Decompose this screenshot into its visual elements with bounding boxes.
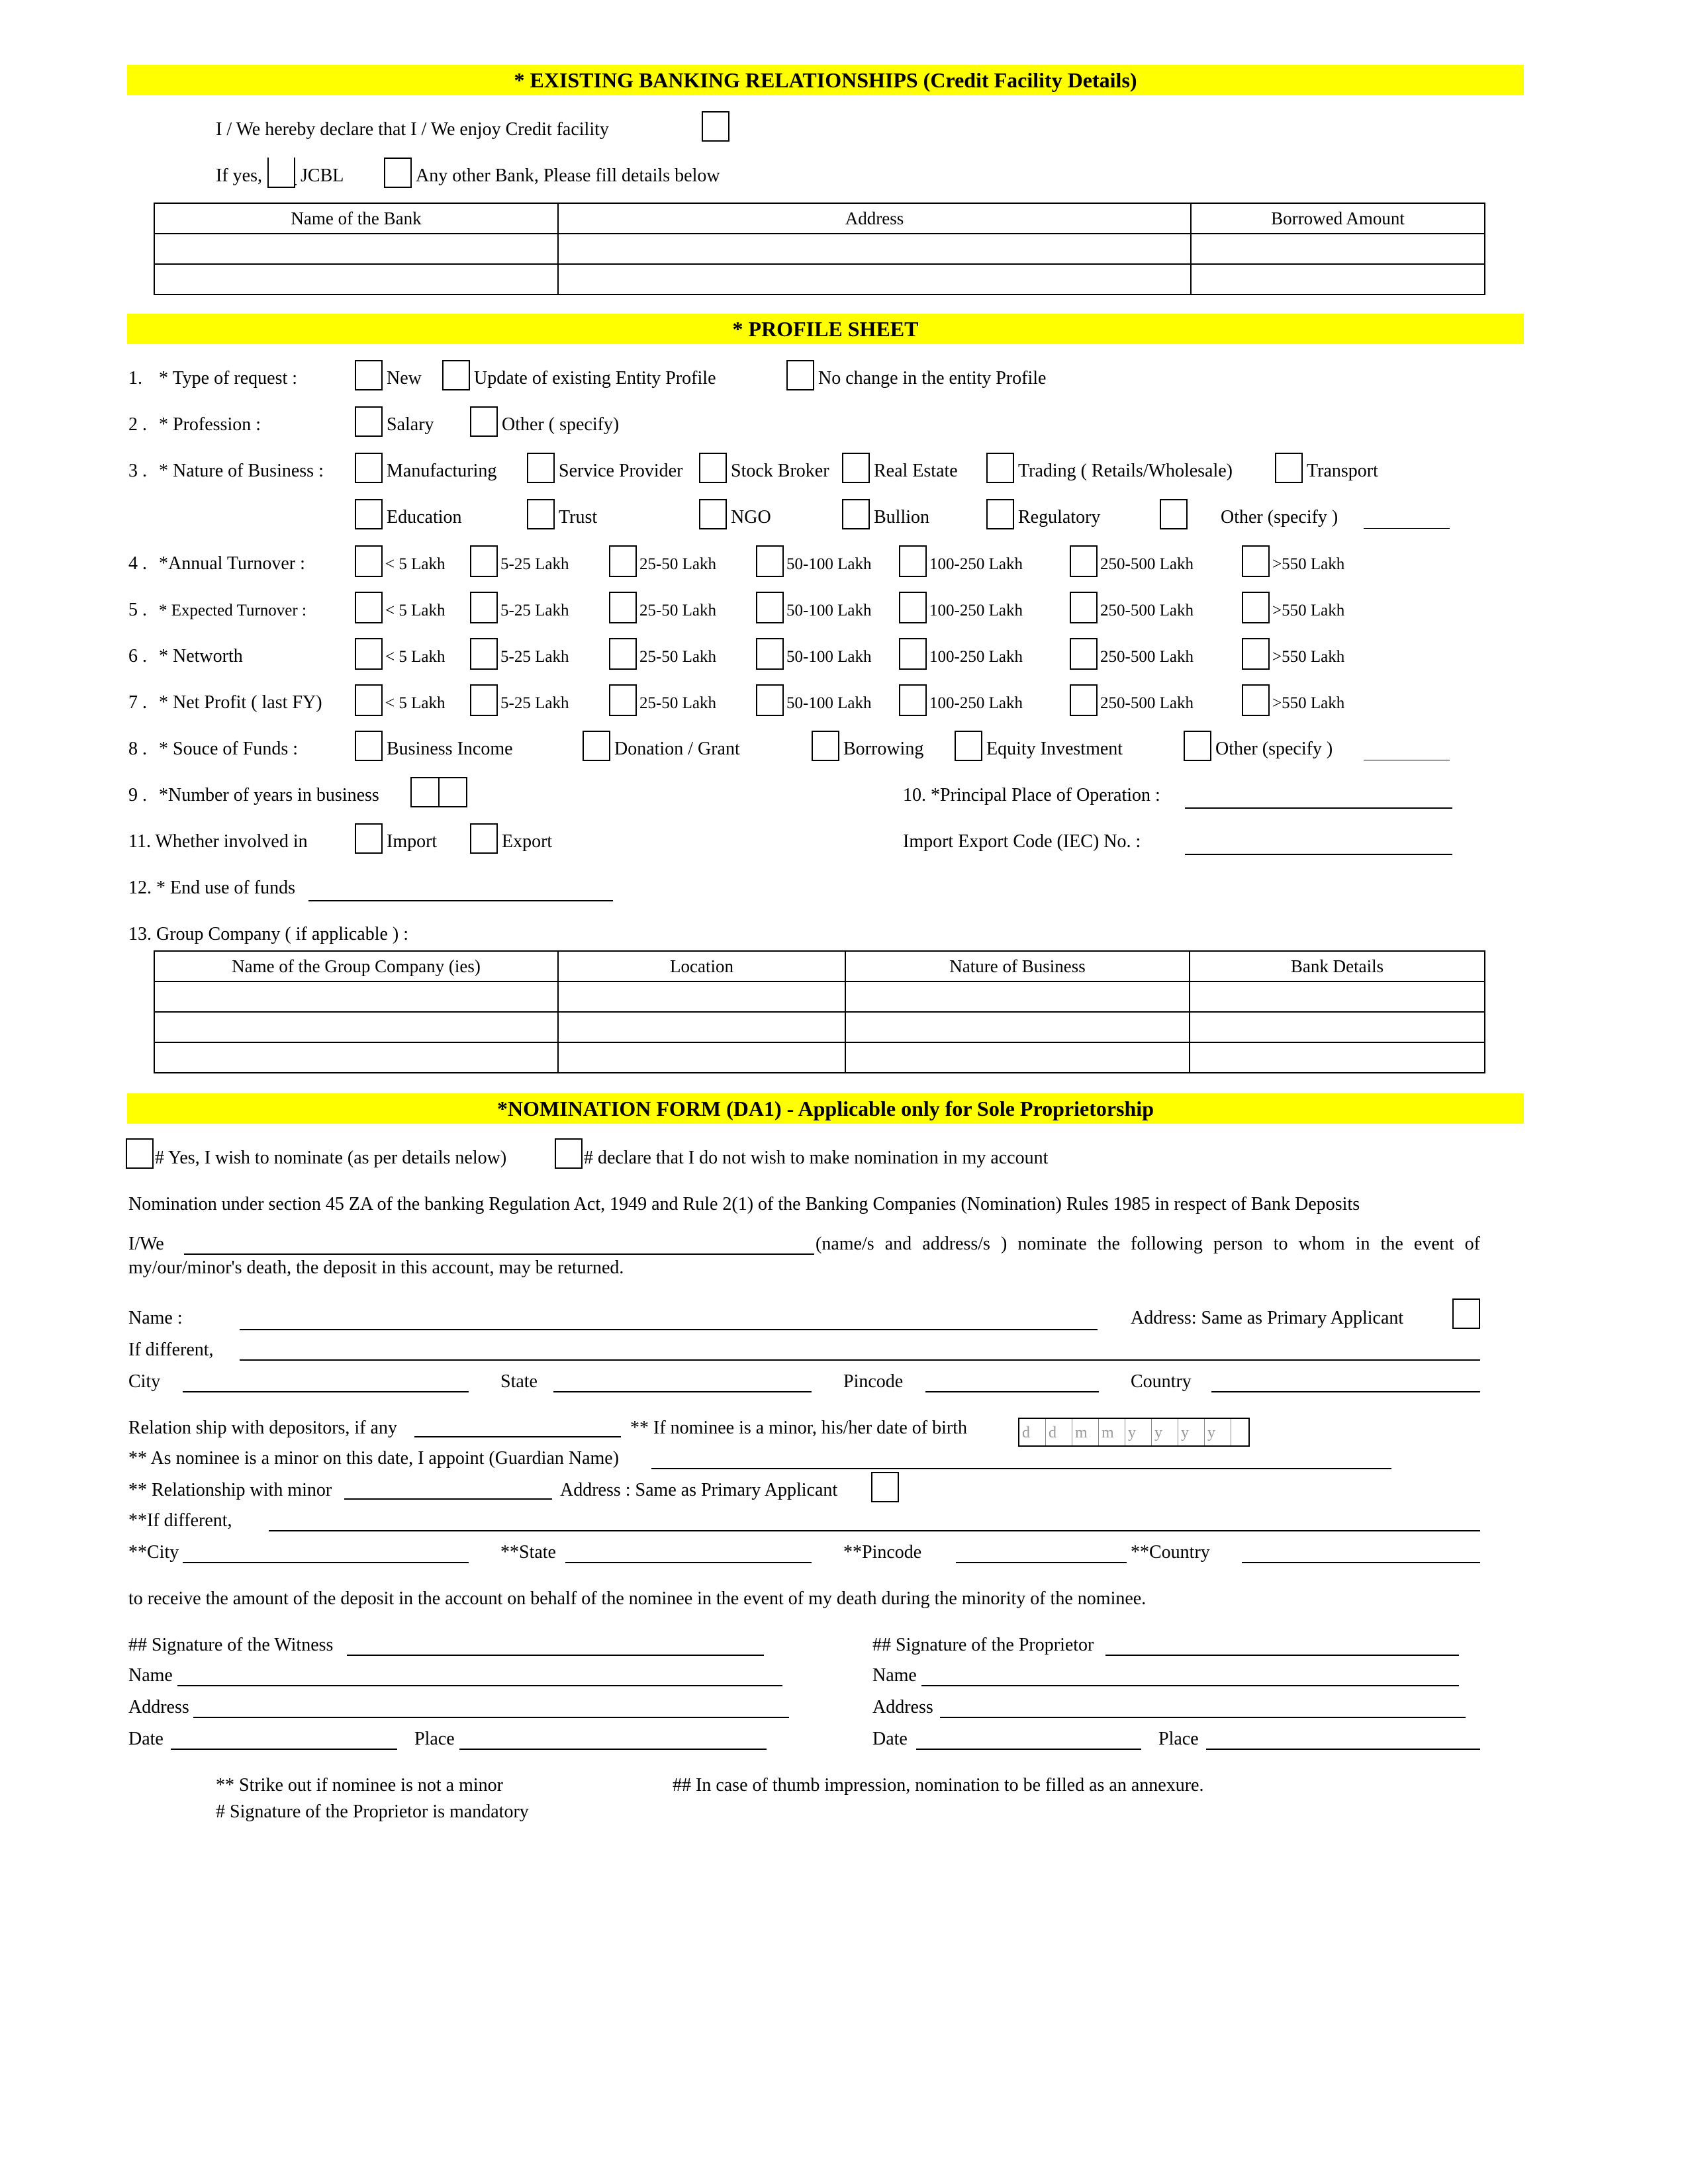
q7-label: * Net Profit ( last FY): [159, 692, 322, 713]
table-header-row: [154, 203, 1485, 234]
table-cell[interactable]: [558, 1042, 845, 1073]
annual-turnover-option-4-checkbox[interactable]: [756, 545, 784, 577]
witness-address-label: Address: [128, 1697, 189, 1717]
guardian-country-label: **Country: [1131, 1542, 1210, 1563]
business-realestate-checkbox[interactable]: [842, 453, 870, 483]
networth-option-3-label: 25-50 Lakh: [639, 648, 716, 666]
group-company-table: [154, 950, 1485, 1073]
witness-place-label: Place: [414, 1729, 455, 1749]
annual-turnover-option-3-checkbox[interactable]: [609, 545, 637, 577]
proprietor-name-field[interactable]: [921, 1685, 1459, 1686]
funds-other-label: Other (specify ): [1215, 739, 1333, 759]
networth-option-3-checkbox[interactable]: [609, 638, 637, 670]
dob-month-1: m: [1072, 1419, 1099, 1445]
relation-label: Relation ship with depositors, if any: [128, 1418, 397, 1438]
import-label: Import: [387, 831, 438, 852]
networth-option-4-checkbox[interactable]: [756, 638, 784, 670]
nominee-name-label: Name :: [128, 1308, 183, 1328]
q4-label: *Annual Turnover :: [159, 553, 305, 574]
witness-name-label: Name: [128, 1665, 173, 1686]
net-profit-option-5-checkbox[interactable]: [899, 684, 927, 716]
expected-turnover-option-5-checkbox[interactable]: [899, 592, 927, 623]
guardian-state-label: **State: [500, 1542, 556, 1563]
proprietor-signature-field[interactable]: [1105, 1655, 1459, 1656]
nominee-name-field[interactable]: [240, 1329, 1098, 1330]
iwe-line2-text: my/our/minor's death, the deposit in this account, may be returned.: [128, 1257, 624, 1278]
banking-section-header: * EXISTING BANKING RELATIONSHIPS (Credit Facility Details): [127, 65, 1524, 95]
annual-turnover-option-7-checkbox[interactable]: [1242, 545, 1270, 577]
table-cell[interactable]: [1191, 264, 1485, 295]
business-transport-checkbox[interactable]: [1275, 453, 1303, 483]
table-cell[interactable]: [845, 1012, 1190, 1042]
other-bank-label: Any other Bank, Please fill details below: [416, 165, 720, 186]
guardian-state-field[interactable]: [565, 1562, 812, 1563]
net-profit-option-4-checkbox[interactable]: [756, 684, 784, 716]
request-nochange-checkbox[interactable]: [786, 360, 814, 390]
city-label: City: [128, 1371, 161, 1392]
business-trading-label: Trading ( Retails/Wholesale): [1018, 461, 1233, 481]
dob-year-3: y: [1178, 1419, 1205, 1445]
table-row[interactable]: [154, 234, 1485, 264]
witness-place-field[interactable]: [459, 1749, 767, 1750]
address-same-label: Address: Same as Primary Applicant: [1131, 1308, 1404, 1328]
networth-option-6-checkbox[interactable]: [1070, 638, 1098, 670]
table-cell[interactable]: [1190, 1012, 1485, 1042]
guardian-label: ** As nominee is a minor on this date, I appoint (Guardian Name): [128, 1448, 620, 1469]
request-new-label: New: [387, 368, 422, 388]
net-profit-option-3-label: 25-50 Lakh: [639, 694, 716, 712]
q7-number: 7 .: [128, 692, 147, 713]
dob-year-2: y: [1152, 1419, 1178, 1445]
footnote-thumb-impression: ## In case of thumb impression, nomination to be filled as an annexure.: [673, 1775, 1204, 1796]
profession-salary-checkbox[interactable]: [355, 406, 383, 437]
funds-business-checkbox[interactable]: [355, 731, 383, 761]
funds-equity-checkbox[interactable]: [955, 731, 982, 761]
expected-turnover-option-3-label: 25-50 Lakh: [639, 602, 716, 619]
q2-number: 2 .: [128, 414, 147, 435]
networth-option-7-checkbox[interactable]: [1242, 638, 1270, 670]
bank-details-table: [154, 203, 1485, 295]
table-cell[interactable]: [558, 234, 1191, 264]
business-ngo-checkbox[interactable]: [699, 499, 727, 529]
funds-borrowing-label: Borrowing: [843, 739, 924, 759]
business-trust-checkbox[interactable]: [527, 499, 555, 529]
pincode-field[interactable]: [925, 1391, 1099, 1392]
table-header: Location: [558, 951, 845, 981]
guardian-address-same-label: Address : Same as Primary Applicant: [560, 1480, 838, 1500]
state-field[interactable]: [553, 1391, 812, 1392]
net-profit-option-7-checkbox[interactable]: [1242, 684, 1270, 716]
business-ngo-label: NGO: [731, 507, 771, 527]
request-update-label: Update of existing Entity Profile: [474, 368, 716, 388]
nominate-no-label: # declare that I do not wish to make nomination in my account: [584, 1148, 1049, 1168]
dob-day-1: d: [1019, 1419, 1046, 1445]
footnote-signature-mandatory: # Signature of the Proprietor is mandatory: [216, 1801, 529, 1822]
business-service-checkbox[interactable]: [527, 453, 555, 483]
table-cell[interactable]: [154, 234, 558, 264]
proprietor-name-label: Name: [872, 1665, 917, 1686]
proprietor-place-label: Place: [1158, 1729, 1199, 1749]
table-cell[interactable]: [558, 1012, 845, 1042]
guardian-address-field[interactable]: [269, 1530, 1480, 1531]
table-row[interactable]: [154, 264, 1485, 295]
q5-label: * Expected Turnover :: [159, 602, 306, 619]
annual-turnover-option-5-label: 100-250 Lakh: [929, 555, 1023, 573]
annual-turnover-option-3-label: 25-50 Lakh: [639, 555, 716, 573]
expected-turnover-option-5-label: 100-250 Lakh: [929, 602, 1023, 619]
table-cell[interactable]: [845, 981, 1190, 1012]
funds-business-label: Business Income: [387, 739, 513, 759]
guardian-city-label: **City: [128, 1542, 179, 1563]
annual-turnover-option-4-label: 50-100 Lakh: [786, 555, 872, 573]
nominate-no-checkbox[interactable]: [555, 1138, 583, 1169]
witness-address-field[interactable]: [193, 1717, 789, 1718]
networth-option-4-label: 50-100 Lakh: [786, 648, 872, 666]
table-row[interactable]: [154, 1012, 1485, 1042]
q1-label: * Type of request :: [159, 368, 298, 388]
table-header: Name of the Bank: [154, 203, 558, 234]
relationship-minor-label: ** Relationship with minor: [128, 1480, 332, 1500]
business-other-blank[interactable]: [1364, 528, 1450, 529]
receive-text: to receive the amount of the deposit in the account on behalf of the nominee in the event of my death during the minority of the nominee.: [128, 1588, 1147, 1609]
table-cell[interactable]: [154, 981, 558, 1012]
table-header: Address: [558, 203, 1191, 234]
witness-name-field[interactable]: [177, 1685, 782, 1686]
export-label: Export: [502, 831, 553, 852]
q10-label: 10. *Principal Place of Operation :: [903, 785, 1160, 805]
guardian-country-field[interactable]: [1242, 1562, 1480, 1563]
expected-turnover-option-1-label: < 5 Lakh: [385, 602, 445, 619]
nominate-yes-label: # Yes, I wish to nominate (as per details nelow): [155, 1148, 507, 1168]
request-nochange-label: No change in the entity Profile: [818, 368, 1047, 388]
funds-equity-label: Equity Investment: [986, 739, 1123, 759]
business-bullion-label: Bullion: [874, 507, 930, 527]
annual-turnover-option-1-label: < 5 Lakh: [385, 555, 445, 573]
annual-turnover-option-1-checkbox[interactable]: [355, 545, 383, 577]
q5-number: 5 .: [128, 600, 147, 620]
business-other-checkbox[interactable]: [1160, 499, 1188, 529]
networth-option-5-checkbox[interactable]: [899, 638, 927, 670]
net-profit-option-4-label: 50-100 Lakh: [786, 694, 872, 712]
net-profit-option-5-label: 100-250 Lakh: [929, 694, 1023, 712]
table-header: Borrowed Amount: [1191, 203, 1485, 234]
nominee-address-field[interactable]: [240, 1359, 1480, 1361]
networth-option-2-checkbox[interactable]: [470, 638, 498, 670]
business-other-label: Other (specify ): [1221, 507, 1338, 527]
annual-turnover-option-2-label: 5-25 Lakh: [500, 555, 569, 573]
pincode-label: Pincode: [843, 1371, 904, 1392]
net-profit-option-6-label: 250-500 Lakh: [1100, 694, 1194, 712]
proprietor-signature-label: ## Signature of the Proprietor: [872, 1635, 1094, 1655]
business-manufacturing-label: Manufacturing: [387, 461, 497, 481]
country-field[interactable]: [1211, 1391, 1480, 1392]
guardian-pincode-label: **Pincode: [843, 1542, 922, 1563]
if-different-label: If different,: [128, 1340, 214, 1360]
proprietor-address-field[interactable]: [940, 1717, 1466, 1718]
networth-option-6-label: 250-500 Lakh: [1100, 648, 1194, 666]
country-label: Country: [1131, 1371, 1192, 1392]
minor-dob-label: ** If nominee is a minor, his/her date of birth: [630, 1418, 967, 1438]
q1-number: 1.: [128, 368, 142, 388]
networth-option-1-label: < 5 Lakh: [385, 648, 445, 666]
dob-year-4: y: [1205, 1419, 1231, 1445]
table-cell[interactable]: [558, 264, 1191, 295]
iec-label: Import Export Code (IEC) No. :: [903, 831, 1141, 852]
iec-field[interactable]: [1185, 854, 1452, 855]
nominator-name-field[interactable]: [184, 1253, 814, 1255]
jcbl-checkbox[interactable]: [267, 158, 295, 188]
expected-turnover-option-4-label: 50-100 Lakh: [786, 602, 872, 619]
net-profit-option-7-label: >550 Lakh: [1272, 694, 1345, 712]
business-regulatory-label: Regulatory: [1018, 507, 1101, 527]
profession-other-label: Other ( specify): [502, 414, 620, 435]
q4-number: 4 .: [128, 553, 147, 574]
q8-label: * Souce of Funds :: [159, 739, 298, 759]
table-cell[interactable]: [558, 981, 845, 1012]
city-field[interactable]: [183, 1391, 469, 1392]
principal-place-field[interactable]: [1185, 807, 1452, 809]
q3-label: * Nature of Business :: [159, 461, 324, 481]
networth-option-7-label: >550 Lakh: [1272, 648, 1345, 666]
net-profit-option-1-checkbox[interactable]: [355, 684, 383, 716]
request-new-checkbox[interactable]: [355, 360, 383, 390]
expected-turnover-option-6-checkbox[interactable]: [1070, 592, 1098, 623]
credit-facility-checkbox[interactable]: [702, 111, 729, 142]
net-profit-option-6-checkbox[interactable]: [1070, 684, 1098, 716]
q9-number: 9 .: [128, 785, 147, 805]
annual-turnover-option-6-label: 250-500 Lakh: [1100, 555, 1194, 573]
expected-turnover-option-4-checkbox[interactable]: [756, 592, 784, 623]
networth-option-2-label: 5-25 Lakh: [500, 648, 569, 666]
net-profit-option-2-checkbox[interactable]: [470, 684, 498, 716]
funds-donation-checkbox[interactable]: [583, 731, 610, 761]
table-cell[interactable]: [154, 264, 558, 295]
q2-label: * Profession :: [159, 414, 261, 435]
guardian-if-different-label: **If different,: [128, 1510, 232, 1531]
profession-salary-label: Salary: [387, 414, 434, 435]
table-cell[interactable]: [1190, 1042, 1485, 1073]
years-digit-1-box[interactable]: [410, 777, 440, 807]
relationship-minor-field[interactable]: [344, 1498, 552, 1500]
years-digit-2-box[interactable]: [438, 777, 467, 807]
annual-turnover-option-7-label: >550 Lakh: [1272, 555, 1345, 573]
witness-signature-field[interactable]: [347, 1655, 764, 1656]
expected-turnover-option-7-checkbox[interactable]: [1242, 592, 1270, 623]
iwe-label: I/We: [128, 1234, 164, 1254]
expected-turnover-option-2-checkbox[interactable]: [470, 592, 498, 623]
business-bullion-checkbox[interactable]: [842, 499, 870, 529]
expected-turnover-option-3-checkbox[interactable]: [609, 592, 637, 623]
relation-field[interactable]: [414, 1436, 621, 1437]
address-same-checkbox[interactable]: [1452, 1298, 1480, 1329]
witness-date-label: Date: [128, 1729, 164, 1749]
dob-day-2: d: [1046, 1419, 1072, 1445]
table-cell[interactable]: [1191, 234, 1485, 264]
guardian-city-field[interactable]: [183, 1562, 469, 1563]
table-cell[interactable]: [1190, 981, 1485, 1012]
net-profit-option-3-checkbox[interactable]: [609, 684, 637, 716]
proprietor-address-label: Address: [872, 1697, 933, 1717]
business-stockbroker-checkbox[interactable]: [699, 453, 727, 483]
business-regulatory-checkbox[interactable]: [986, 499, 1014, 529]
net-profit-option-1-label: < 5 Lakh: [385, 694, 445, 712]
profession-other-checkbox[interactable]: [470, 406, 498, 437]
business-manufacturing-checkbox[interactable]: [355, 453, 383, 483]
business-education-label: Education: [387, 507, 462, 527]
witness-signature-label: ## Signature of the Witness: [128, 1635, 334, 1655]
table-header: Nature of Business: [845, 951, 1190, 981]
q11-label: 11. Whether involved in: [128, 831, 308, 852]
business-realestate-label: Real Estate: [874, 461, 958, 481]
state-label: State: [500, 1371, 538, 1392]
net-profit-option-2-label: 5-25 Lakh: [500, 694, 569, 712]
proprietor-date-field[interactable]: [916, 1749, 1141, 1750]
q6-label: * Networth: [159, 646, 243, 666]
q6-number: 6 .: [128, 646, 147, 666]
expected-turnover-option-2-label: 5-25 Lakh: [500, 602, 569, 619]
table-row[interactable]: [154, 1042, 1485, 1073]
footnote-strike-out: ** Strike out if nominee is not a minor: [216, 1775, 503, 1796]
guardian-name-field[interactable]: [651, 1468, 1391, 1469]
table-cell[interactable]: [154, 1042, 558, 1073]
table-cell[interactable]: [845, 1042, 1190, 1073]
business-trading-checkbox[interactable]: [986, 453, 1014, 483]
table-header: Bank Details: [1190, 951, 1485, 981]
table-row[interactable]: [154, 981, 1485, 1012]
proprietor-date-label: Date: [872, 1729, 908, 1749]
guardian-address-same-checkbox[interactable]: [871, 1472, 899, 1502]
networth-option-1-checkbox[interactable]: [355, 638, 383, 670]
annual-turnover-option-5-checkbox[interactable]: [899, 545, 927, 577]
import-checkbox[interactable]: [355, 823, 383, 854]
q12-label: 12. * End use of funds: [128, 878, 295, 898]
proprietor-place-field[interactable]: [1206, 1749, 1480, 1750]
q13-label: 13. Group Company ( if applicable ) :: [128, 924, 409, 944]
expected-turnover-option-7-label: >550 Lakh: [1272, 602, 1345, 619]
nomination-section-text: Nomination under section 45 ZA of the banking Regulation Act, 1949 and Rule 2(1) of the Banking Companies (Nomination) Rules 1985 in respect of Bank Deposits: [128, 1194, 1360, 1214]
expected-turnover-option-1-checkbox[interactable]: [355, 592, 383, 623]
networth-option-5-label: 100-250 Lakh: [929, 648, 1023, 666]
q8-number: 8 .: [128, 739, 147, 759]
business-service-label: Service Provider: [559, 461, 683, 481]
dob-field[interactable]: [1018, 1418, 1250, 1447]
if-yes-label: If yes,: [216, 165, 262, 186]
q3-number: 3 .: [128, 461, 147, 481]
witness-date-field[interactable]: [171, 1749, 397, 1750]
funds-borrowing-checkbox[interactable]: [812, 731, 839, 761]
annual-turnover-option-2-checkbox[interactable]: [470, 545, 498, 577]
annual-turnover-option-6-checkbox[interactable]: [1070, 545, 1098, 577]
nominate-yes-checkbox[interactable]: [126, 1138, 154, 1169]
funds-donation-label: Donation / Grant: [614, 739, 740, 759]
export-checkbox[interactable]: [470, 823, 498, 854]
business-stockbroker-label: Stock Broker: [731, 461, 829, 481]
business-education-checkbox[interactable]: [355, 499, 383, 529]
dob-month-2: m: [1099, 1419, 1125, 1445]
request-update-checkbox[interactable]: [442, 360, 470, 390]
business-transport-label: Transport: [1307, 461, 1378, 481]
funds-other-checkbox[interactable]: [1184, 731, 1211, 761]
table-cell[interactable]: [154, 1012, 558, 1042]
credit-facility-declaration: I / We hereby declare that I / We enjoy Credit facility: [216, 119, 609, 140]
expected-turnover-option-6-label: 250-500 Lakh: [1100, 602, 1194, 619]
q9-label: *Number of years in business: [159, 785, 379, 805]
jcbl-label: JCBL: [301, 165, 344, 186]
table-header-row: [154, 951, 1485, 981]
guardian-pincode-field[interactable]: [956, 1562, 1127, 1563]
business-trust-label: Trust: [559, 507, 598, 527]
other-bank-checkbox[interactable]: [384, 158, 412, 188]
dob-year-1: y: [1125, 1419, 1152, 1445]
table-header: Name of the Group Company (ies): [154, 951, 558, 981]
profile-section-header: * PROFILE SHEET: [127, 314, 1524, 344]
nomination-section-header: *NOMINATION FORM (DA1) - Applicable only for Sole Proprietorship: [127, 1093, 1524, 1124]
end-use-field[interactable]: [308, 900, 613, 901]
iwe-tail-text: (name/s and address/s ) nominate the following person to whom in the event of: [816, 1234, 1480, 1254]
